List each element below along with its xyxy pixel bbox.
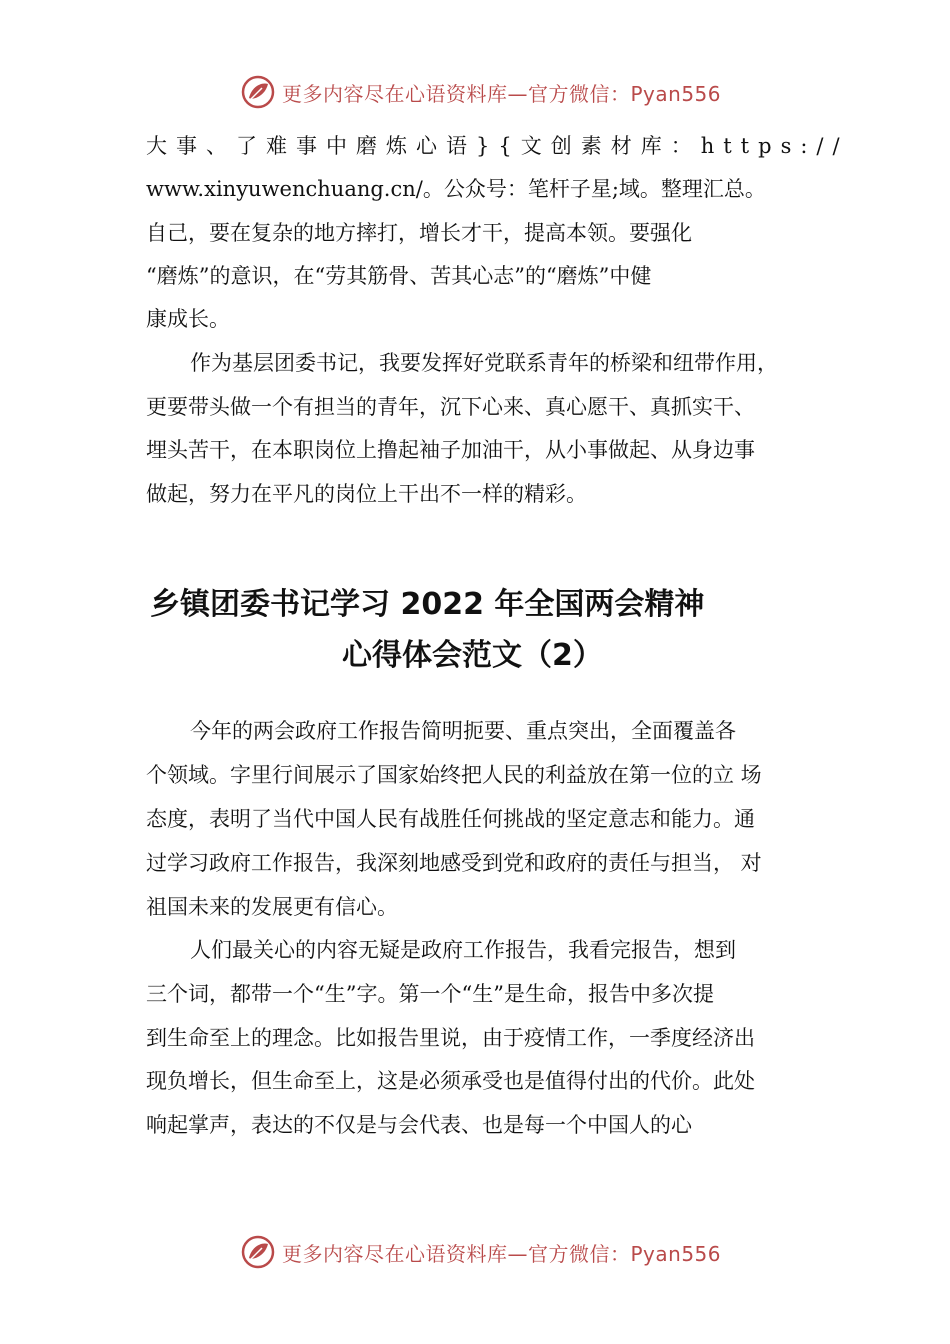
body-line: 今年的两会政府工作报告简明扼要、重点突出，全面覆盖各	[190, 719, 736, 743]
header-banner	[240, 72, 721, 112]
body-line: 康成长。	[146, 307, 230, 331]
leaf-logo-icon	[240, 74, 276, 110]
banner-text: 更多内容尽在心语资料库—官方微信：Pyan556	[282, 81, 722, 106]
body-line: 做起，努力在平凡的岗位上干出不一样的精彩。	[146, 482, 587, 506]
body-line: 作为基层团委书记，我要发挥好党联系青年的桥梁和纽带作用，	[190, 351, 778, 375]
body-line: 过学习政府工作报告，我深刻地感受到党和政府的责任与担当， 对	[146, 851, 762, 875]
body-line: 祖国未来的发展更有信心。	[146, 895, 398, 919]
body-line: 自己，要在复杂的地方摔打，增长才干，提高本领。要强化	[146, 221, 692, 245]
body-line: 人们最关心的内容无疑是政府工作报告，我看完报告，想到	[190, 938, 736, 962]
body-line: 个领域。字里行间展示了国家始终把人民的利益放在第一位的立 场	[146, 763, 762, 787]
article-title: 乡镇团委书记学习 2022 年全国两会精神	[150, 587, 705, 622]
body-line: 三个词，都带一个“生”字。第一个“生”是生命，报告中多次提	[146, 982, 714, 1006]
body-line: 现负增长，但生命至上，这是必须承受也是值得付出的代价。此处	[146, 1069, 755, 1093]
body-line: 到生命至上的理念。比如报告里说，由于疫情工作，一季度经济出	[146, 1026, 755, 1050]
leaf-logo-icon	[240, 1234, 276, 1270]
body-line: 更要带头做一个有担当的青年，沉下心来、真心愿干、真抓实干、	[146, 395, 755, 419]
body-line: 埋头苦干，在本职岗位上撸起袖子加油干，从小事做起、从身边事	[146, 438, 755, 462]
banner-text: 更多内容尽在心语资料库—官方微信：Pyan556	[282, 1241, 722, 1266]
body-line: “磨炼”的意识，在“劳其筋骨、苦其心志”的“磨炼”中健	[146, 264, 652, 288]
body-line: 大事、了难事中磨炼心语}{文创素材库：https://	[146, 134, 849, 158]
body-line: www.xinyuwenchuang.cn/。公众号：笔杆子星;域。整理汇总。	[146, 177, 766, 201]
body-line: 响起掌声，表达的不仅是与会代表、也是每一个中国人的心	[146, 1113, 692, 1137]
article-title-continued: 心得体会范文（2）	[342, 638, 603, 673]
body-line: 态度，表明了当代中国人民有战胜任何挑战的坚定意志和能力。通	[146, 807, 755, 831]
footer-banner	[240, 1232, 721, 1272]
